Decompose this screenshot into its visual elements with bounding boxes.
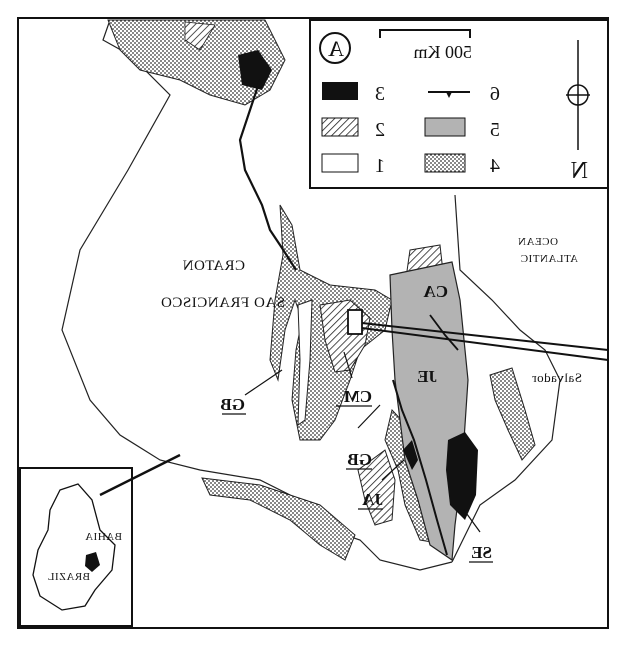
scale-label: 500 Km [413, 42, 472, 62]
label-gb-west: GB [220, 395, 245, 414]
legend-label-6: 6 [490, 83, 500, 105]
inset-brazil-label: BRAZIL [47, 571, 90, 583]
label-salvador: Salvador [531, 370, 582, 385]
label-gb-east: GB [347, 450, 372, 469]
legend-label-3: 3 [375, 83, 385, 105]
north-label: N [570, 158, 588, 184]
legend-label-5: 5 [490, 119, 500, 141]
legend-swatch-1 [322, 154, 358, 172]
legend-swatch-2 [322, 118, 358, 136]
label-craton-line1: SAO FRANCISCO [160, 295, 285, 311]
legend-label-4: 4 [490, 155, 500, 177]
legend-swatch-5 [425, 118, 465, 136]
legend-swatch-4 [425, 154, 465, 172]
label-cm: CM [343, 387, 372, 406]
panel-letter: A [328, 36, 344, 61]
label-je: JE [417, 367, 437, 386]
label-ja: JA [362, 490, 383, 509]
legend-label-1: 1 [375, 155, 385, 177]
label-se: SE [471, 543, 492, 562]
label-ocean-line1: OCEAN [517, 236, 558, 248]
inset-bahia-label: BAHIA [84, 531, 122, 543]
study-area-box [348, 310, 362, 334]
legend-swatch-3 [322, 82, 358, 100]
label-ocean-line2: ATLANTIC [520, 253, 578, 265]
label-craton-line2: CRATON [182, 258, 245, 274]
legend-label-2: 2 [375, 119, 385, 141]
label-ca: CA [423, 282, 448, 301]
legend [310, 20, 608, 188]
